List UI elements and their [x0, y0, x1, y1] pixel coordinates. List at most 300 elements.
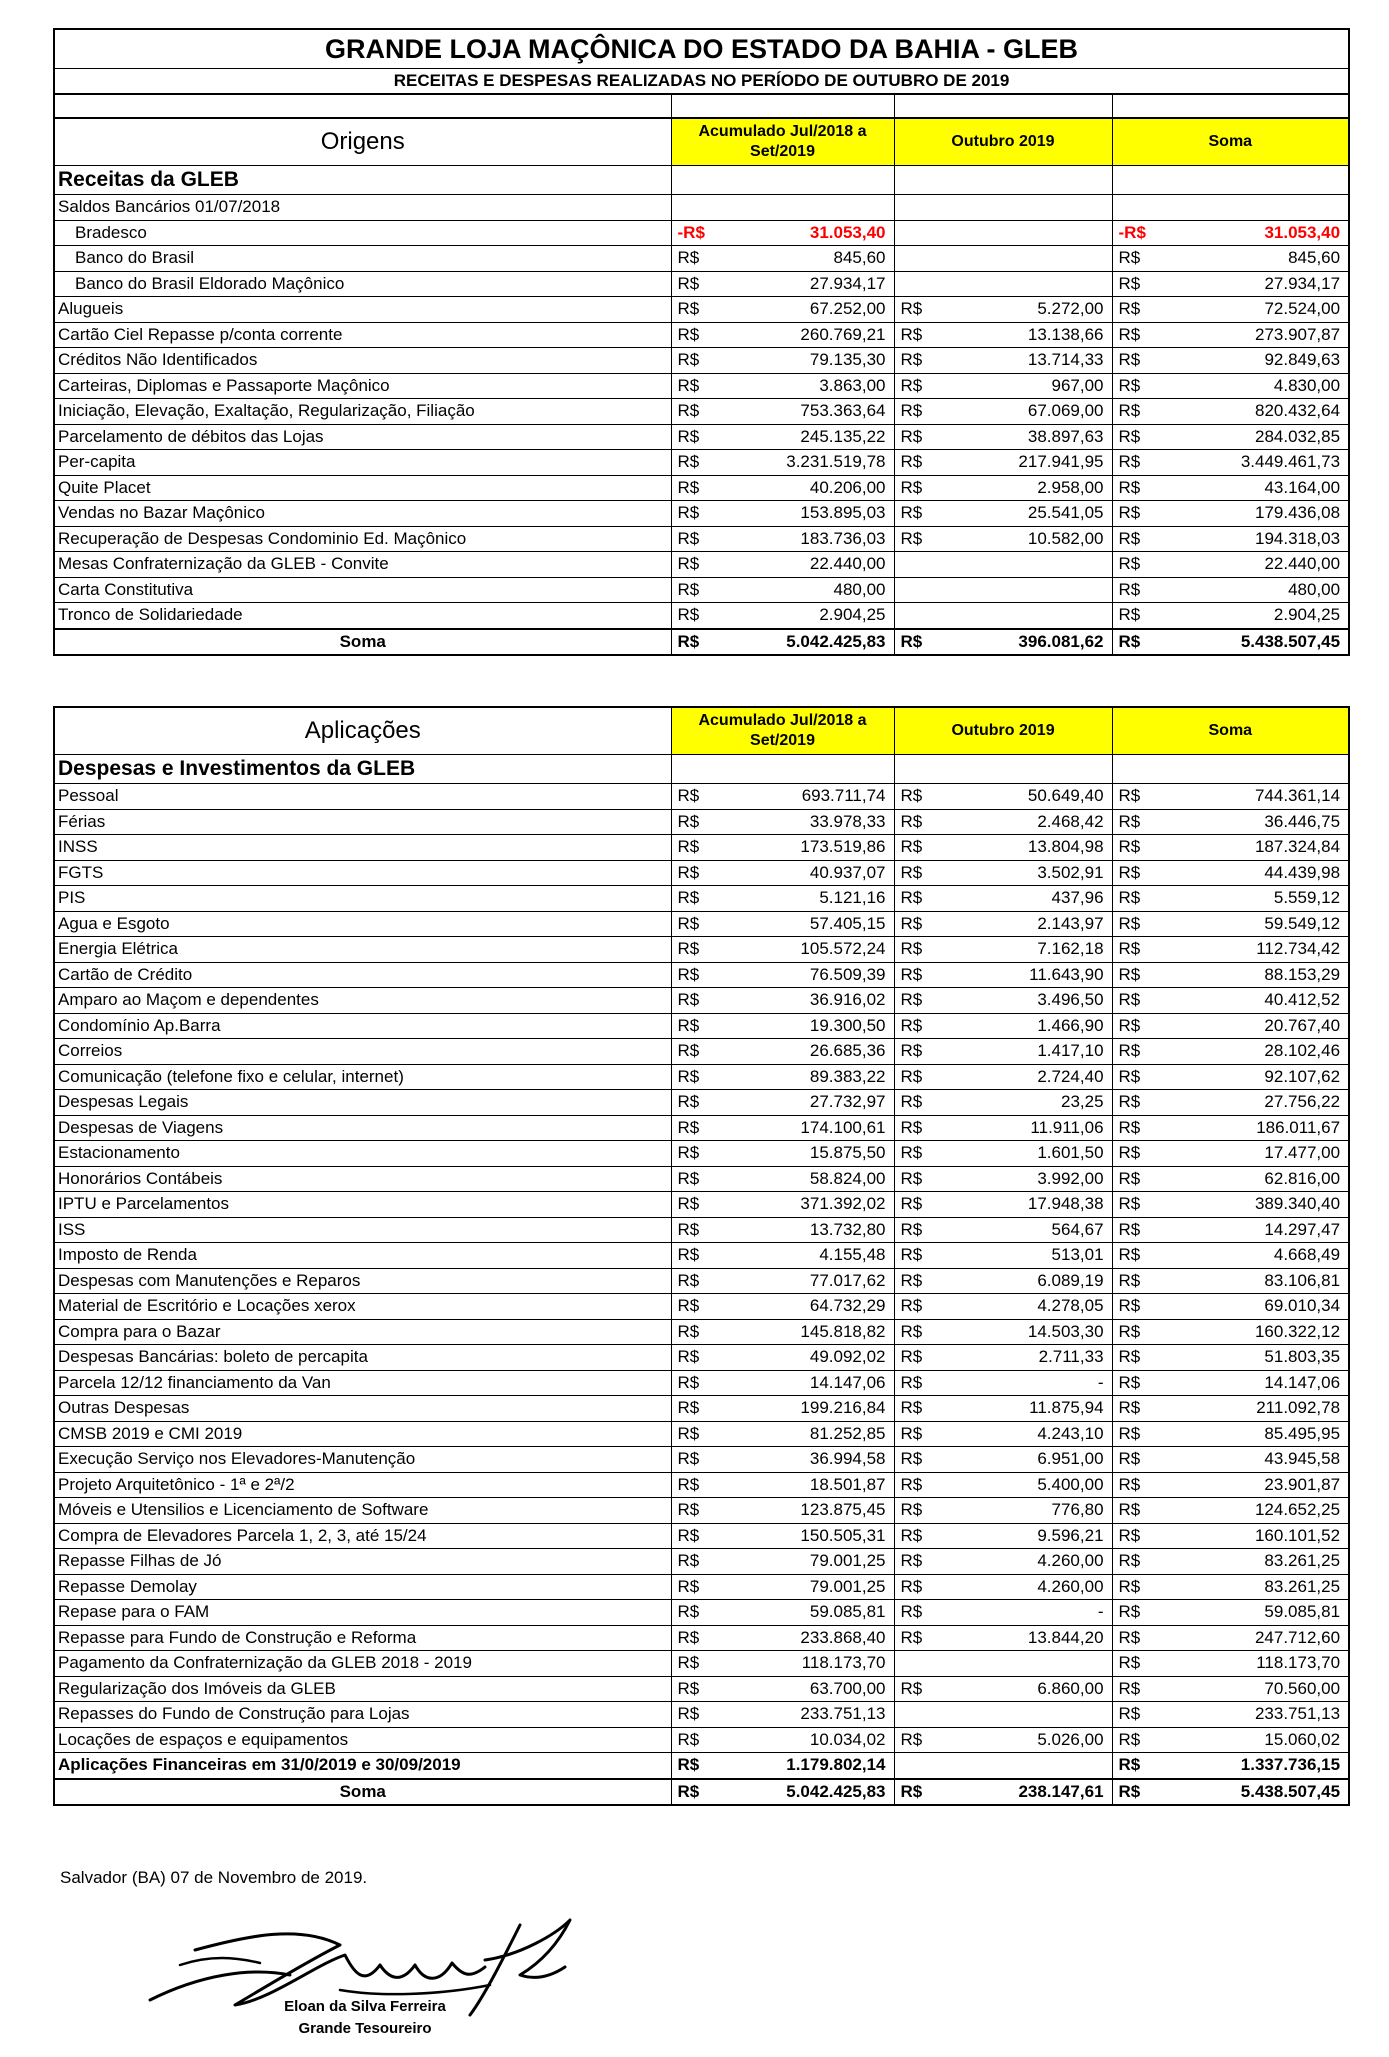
value-soma: 284.032,85	[1148, 424, 1349, 450]
value-acumulado: 14.147,06	[707, 1370, 894, 1396]
value-soma: 92.107,62	[1148, 1064, 1349, 1090]
value-acumulado: 79.135,30	[707, 348, 894, 374]
currency-cell: R$	[1112, 246, 1148, 272]
row-label: ISS	[54, 1217, 671, 1243]
signer-role: Grande Tesoureiro	[298, 2020, 432, 2037]
row-label: Recuperação de Despesas Condominio Ed. Maçônico	[54, 526, 671, 552]
value-outubro	[930, 552, 1112, 578]
row-label: FGTS	[54, 860, 671, 886]
currency-cell: R$	[671, 1625, 707, 1651]
row-label: Projeto Arquitetônico - 1ª e 2ª/2	[54, 1472, 671, 1498]
row-label: Compra para o Bazar	[54, 1319, 671, 1345]
currency-cell: R$	[894, 501, 930, 527]
value-outubro: 2.724,40	[930, 1064, 1112, 1090]
value-acumulado: 18.501,87	[707, 1472, 894, 1498]
currency-cell: R$	[1112, 1676, 1148, 1702]
currency-cell: R$	[1112, 1345, 1148, 1371]
currency-cell: R$	[671, 1523, 707, 1549]
currency-cell: R$	[1112, 1268, 1148, 1294]
currency-cell: R$	[1112, 348, 1148, 374]
currency-cell: R$	[894, 1243, 930, 1269]
row-label: Banco do Brasil	[54, 246, 671, 272]
row-label: Parcela 12/12 financiamento da Van	[54, 1370, 671, 1396]
table-row	[54, 220, 1349, 246]
table-row	[54, 373, 1349, 399]
currency-cell: R$	[1112, 373, 1148, 399]
value-soma: 62.816,00	[1148, 1166, 1349, 1192]
value-acumulado: 233.868,40	[707, 1625, 894, 1651]
value-soma: 160.101,52	[1148, 1523, 1349, 1549]
row-label: Iniciação, Elevação, Exaltação, Regularização, Filiação	[54, 399, 671, 425]
row-label: Condomínio Ap.Barra	[54, 1013, 671, 1039]
value-soma: 211.092,78	[1148, 1396, 1349, 1422]
value-acumulado: 753.363,64	[707, 399, 894, 425]
table-row	[54, 450, 1349, 476]
value-soma: 17.477,00	[1148, 1141, 1349, 1167]
total-label: Soma	[54, 629, 671, 656]
currency-cell: R$	[1112, 424, 1148, 450]
col-acumulado-header: Acumulado Jul/2018 a Set/2019	[671, 707, 894, 755]
despesas-total-row	[54, 1779, 1349, 1806]
table-row	[54, 937, 1349, 963]
row-label: PIS	[54, 886, 671, 912]
value-acumulado: 40.937,07	[707, 860, 894, 886]
currency-cell: R$	[1112, 1727, 1148, 1753]
row-label: Imposto de Renda	[54, 1243, 671, 1269]
page-title: GRANDE LOJA MAÇÔNICA DO ESTADO DA BAHIA - GLEB	[54, 29, 1349, 69]
value-soma: 51.803,35	[1148, 1345, 1349, 1371]
col-outubro-header: Outubro 2019	[894, 118, 1112, 166]
table-row	[54, 1192, 1349, 1218]
currency-cell: R$	[894, 988, 930, 1014]
currency-cell: R$	[671, 348, 707, 374]
currency-cell: R$	[671, 603, 707, 629]
currency-cell: R$	[671, 297, 707, 323]
currency-cell: R$	[1112, 1447, 1148, 1473]
table-row	[54, 1396, 1349, 1422]
table-row	[54, 1013, 1349, 1039]
value-acumulado: 183.736,03	[707, 526, 894, 552]
table-row	[54, 1574, 1349, 1600]
value-outubro: 11.875,94	[930, 1396, 1112, 1422]
currency-cell: R$	[671, 1447, 707, 1473]
row-label: Banco do Brasil Eldorado Maçônico	[54, 271, 671, 297]
value-soma: 744.361,14	[1148, 784, 1349, 810]
table-row	[54, 348, 1349, 374]
value-acumulado: 64.732,29	[707, 1294, 894, 1320]
currency-cell: R$	[671, 1779, 707, 1806]
value-acumulado: 371.392,02	[707, 1192, 894, 1218]
currency-cell: R$	[894, 424, 930, 450]
currency-cell: R$	[1112, 784, 1148, 810]
value-soma: 40.412,52	[1148, 988, 1349, 1014]
value-soma: 845,60	[1148, 246, 1349, 272]
currency-cell: R$	[894, 1039, 930, 1065]
currency-cell: R$	[1112, 886, 1148, 912]
row-label: Honorários Contábeis	[54, 1166, 671, 1192]
table-row	[54, 1319, 1349, 1345]
currency-cell: R$	[671, 246, 707, 272]
section-title-despesas: Despesas e Investimentos da GLEB	[54, 755, 671, 784]
table-row	[54, 1472, 1349, 1498]
currency-cell: R$	[671, 1702, 707, 1728]
currency-cell: R$	[894, 373, 930, 399]
currency-cell: R$	[894, 911, 930, 937]
table-row	[54, 1727, 1349, 1753]
value-soma: 112.734,42	[1148, 937, 1349, 963]
currency-cell: R$	[1112, 1753, 1148, 1779]
value-outubro: 17.948,38	[930, 1192, 1112, 1218]
currency-cell: R$	[671, 937, 707, 963]
currency-cell: R$	[1112, 1421, 1148, 1447]
currency-cell: R$	[1112, 860, 1148, 886]
currency-cell: R$	[671, 450, 707, 476]
table-row	[54, 835, 1349, 861]
table-row	[54, 1141, 1349, 1167]
currency-cell: R$	[894, 1345, 930, 1371]
currency-cell: R$	[671, 1549, 707, 1575]
value-acumulado: 118.173,70	[707, 1651, 894, 1677]
currency-cell: R$	[671, 835, 707, 861]
currency-cell: R$	[894, 1319, 930, 1345]
currency-cell: R$	[894, 1498, 930, 1524]
table-row	[54, 526, 1349, 552]
value-outubro	[930, 220, 1112, 246]
value-acumulado: 123.875,45	[707, 1498, 894, 1524]
table-row	[54, 784, 1349, 810]
currency-cell	[894, 271, 930, 297]
row-label: Regularização dos Imóveis da GLEB	[54, 1676, 671, 1702]
currency-cell: R$	[1112, 1651, 1148, 1677]
value-outubro: 4.260,00	[930, 1549, 1112, 1575]
table-row	[54, 1345, 1349, 1371]
value-outubro	[930, 1702, 1112, 1728]
value-outubro: 3.502,91	[930, 860, 1112, 886]
table-row	[54, 424, 1349, 450]
currency-cell: R$	[894, 1192, 930, 1218]
value-soma: 23.901,87	[1148, 1472, 1349, 1498]
value-acumulado: 2.904,25	[707, 603, 894, 629]
value-acumulado: 845,60	[707, 246, 894, 272]
table-row	[54, 1090, 1349, 1116]
value-acumulado: 10.034,02	[707, 1727, 894, 1753]
value-outubro: 6.089,19	[930, 1268, 1112, 1294]
row-label: Mesas Confraternização da GLEB - Convite	[54, 552, 671, 578]
currency-cell: R$	[894, 1472, 930, 1498]
row-label: Móveis e Utensilios e Licenciamento de Software	[54, 1498, 671, 1524]
table-row	[54, 297, 1349, 323]
table-row	[54, 501, 1349, 527]
currency-cell: R$	[894, 1574, 930, 1600]
row-label: Cartão de Crédito	[54, 962, 671, 988]
currency-cell: R$	[1112, 1013, 1148, 1039]
value-soma: 20.767,40	[1148, 1013, 1349, 1039]
signer-name: Eloan da Silva Ferreira	[284, 1998, 446, 2015]
receitas-rows	[54, 220, 1349, 629]
currency-cell: R$	[671, 1243, 707, 1269]
value-acumulado: 1.179.802,14	[707, 1753, 894, 1779]
despesas-rows	[54, 784, 1349, 1779]
currency-cell: R$	[894, 1549, 930, 1575]
value-outubro: 2.468,42	[930, 809, 1112, 835]
total-acumulado: 5.042.425,83	[707, 1779, 894, 1806]
currency-cell: R$	[1112, 1498, 1148, 1524]
currency-cell: R$	[1112, 1472, 1148, 1498]
currency-cell: R$	[1112, 911, 1148, 937]
value-acumulado: 4.155,48	[707, 1243, 894, 1269]
row-label: Tronco de Solidariedade	[54, 603, 671, 629]
currency-cell: R$	[1112, 271, 1148, 297]
currency-cell: R$	[671, 886, 707, 912]
row-label: Amparo ao Maçom e dependentes	[54, 988, 671, 1014]
currency-cell: R$	[671, 1115, 707, 1141]
value-outubro: 3.992,00	[930, 1166, 1112, 1192]
despesas-table	[53, 706, 1350, 1806]
currency-cell: R$	[1112, 1217, 1148, 1243]
currency-cell: R$	[894, 322, 930, 348]
currency-cell: R$	[894, 1217, 930, 1243]
row-label: Parcelamento de débitos das Lojas	[54, 424, 671, 450]
table-row	[54, 1166, 1349, 1192]
value-soma: 4.668,49	[1148, 1243, 1349, 1269]
row-label: Per-capita	[54, 450, 671, 476]
currency-cell: R$	[1112, 1192, 1148, 1218]
value-acumulado: 3.231.519,78	[707, 450, 894, 476]
currency-cell: R$	[894, 1447, 930, 1473]
value-outubro: 2.143,97	[930, 911, 1112, 937]
value-soma: 194.318,03	[1148, 526, 1349, 552]
table-row	[54, 1523, 1349, 1549]
table-row	[54, 1421, 1349, 1447]
value-acumulado: 76.509,39	[707, 962, 894, 988]
currency-cell: R$	[671, 552, 707, 578]
currency-cell: R$	[894, 784, 930, 810]
row-label: Execução Serviço nos Elevadores-Manutenção	[54, 1447, 671, 1473]
currency-cell: R$	[671, 1192, 707, 1218]
currency-cell: R$	[1112, 962, 1148, 988]
currency-cell: R$	[894, 962, 930, 988]
table-row	[54, 1268, 1349, 1294]
value-outubro: -	[930, 1600, 1112, 1626]
currency-cell: R$	[671, 501, 707, 527]
table-row	[54, 1243, 1349, 1269]
table-row	[54, 1294, 1349, 1320]
value-acumulado: 36.994,58	[707, 1447, 894, 1473]
value-soma: 92.849,63	[1148, 348, 1349, 374]
table-row	[54, 399, 1349, 425]
value-outubro: 1.601,50	[930, 1141, 1112, 1167]
value-outubro: 11.911,06	[930, 1115, 1112, 1141]
currency-cell: R$	[1112, 1370, 1148, 1396]
value-soma: 72.524,00	[1148, 297, 1349, 323]
value-acumulado: 49.092,02	[707, 1345, 894, 1371]
value-outubro: 6.951,00	[930, 1447, 1112, 1473]
value-outubro	[930, 603, 1112, 629]
value-outubro: 5.400,00	[930, 1472, 1112, 1498]
value-acumulado: 3.863,00	[707, 373, 894, 399]
row-label: Aplicações Financeiras em 31/0/2019 e 30/09/2019	[54, 1753, 671, 1779]
value-outubro	[930, 1753, 1112, 1779]
table-row	[54, 962, 1349, 988]
table-row	[54, 246, 1349, 272]
value-soma: 31.053,40	[1148, 220, 1349, 246]
row-label: Alugueis	[54, 297, 671, 323]
currency-cell: R$	[894, 1523, 930, 1549]
currency-cell: R$	[894, 937, 930, 963]
value-outubro: 1.417,10	[930, 1039, 1112, 1065]
value-acumulado: 480,00	[707, 577, 894, 603]
currency-cell: R$	[671, 1600, 707, 1626]
value-soma: 83.106,81	[1148, 1268, 1349, 1294]
currency-cell: R$	[671, 1753, 707, 1779]
value-outubro: 217.941,95	[930, 450, 1112, 476]
value-outubro: 4.243,10	[930, 1421, 1112, 1447]
value-outubro	[930, 1651, 1112, 1677]
row-label: Outras Despesas	[54, 1396, 671, 1422]
currency-cell: R$	[894, 1676, 930, 1702]
value-acumulado: 77.017,62	[707, 1268, 894, 1294]
value-acumulado: 173.519,86	[707, 835, 894, 861]
value-outubro	[930, 271, 1112, 297]
value-acumulado: 79.001,25	[707, 1574, 894, 1600]
currency-cell: R$	[894, 348, 930, 374]
table-row	[54, 1702, 1349, 1728]
currency-cell: R$	[1112, 297, 1148, 323]
total-soma: 5.438.507,45	[1148, 629, 1349, 656]
table-row	[54, 1600, 1349, 1626]
row-label: Despesas de Viagens	[54, 1115, 671, 1141]
currency-cell: R$	[1112, 1549, 1148, 1575]
col-soma-header: Soma	[1112, 118, 1349, 166]
currency-cell: R$	[1112, 937, 1148, 963]
value-soma: 83.261,25	[1148, 1574, 1349, 1600]
value-acumulado: 63.700,00	[707, 1676, 894, 1702]
value-outubro: 50.649,40	[930, 784, 1112, 810]
value-soma: 44.439,98	[1148, 860, 1349, 886]
value-soma: 14.147,06	[1148, 1370, 1349, 1396]
value-acumulado: 57.405,15	[707, 911, 894, 937]
currency-cell: R$	[671, 1651, 707, 1677]
currency-cell: R$	[1112, 399, 1148, 425]
value-acumulado: 22.440,00	[707, 552, 894, 578]
currency-cell: -R$	[1112, 220, 1148, 246]
currency-cell: R$	[894, 1115, 930, 1141]
value-soma: 5.559,12	[1148, 886, 1349, 912]
currency-cell: R$	[1112, 1319, 1148, 1345]
table-row	[54, 322, 1349, 348]
row-label: Energia Elétrica	[54, 937, 671, 963]
value-acumulado: 145.818,82	[707, 1319, 894, 1345]
total-outubro: 396.081,62	[930, 629, 1112, 656]
value-outubro: 13.714,33	[930, 348, 1112, 374]
col-soma-header: Soma	[1112, 707, 1349, 755]
table-row	[54, 1498, 1349, 1524]
value-soma: 43.945,58	[1148, 1447, 1349, 1473]
currency-cell: R$	[1112, 1574, 1148, 1600]
place-date: Salvador (BA) 07 de Novembro de 2019.	[60, 1868, 368, 1887]
currency-cell: R$	[894, 1396, 930, 1422]
currency-cell: R$	[1112, 1090, 1148, 1116]
value-outubro: 11.643,90	[930, 962, 1112, 988]
currency-cell: R$	[894, 860, 930, 886]
receitas-table	[53, 28, 1350, 656]
currency-cell: R$	[894, 1625, 930, 1651]
currency-cell: R$	[671, 1498, 707, 1524]
value-outubro: 10.582,00	[930, 526, 1112, 552]
row-label: Repasse Demolay	[54, 1574, 671, 1600]
table-row	[54, 1039, 1349, 1065]
currency-cell: R$	[671, 1090, 707, 1116]
col-acumulado-header: Acumulado Jul/2018 a Set/2019	[671, 118, 894, 166]
row-label: Cartão Ciel Repasse p/conta corrente	[54, 322, 671, 348]
value-acumulado: 233.751,13	[707, 1702, 894, 1728]
row-label: Repasse para Fundo de Construção e Reforma	[54, 1625, 671, 1651]
currency-cell: R$	[894, 1294, 930, 1320]
value-outubro: 7.162,18	[930, 937, 1112, 963]
currency-cell: R$	[894, 399, 930, 425]
currency-cell: R$	[1112, 501, 1148, 527]
receitas-sheet	[53, 28, 1348, 656]
currency-cell	[894, 246, 930, 272]
row-label: Repasse Filhas de Jó	[54, 1549, 671, 1575]
value-soma: 70.560,00	[1148, 1676, 1349, 1702]
value-outubro	[930, 577, 1112, 603]
row-label: Locações de espaços e equipamentos	[54, 1727, 671, 1753]
value-outubro: 564,67	[930, 1217, 1112, 1243]
currency-cell: R$	[671, 271, 707, 297]
currency-cell: R$	[1112, 629, 1148, 656]
value-acumulado: 150.505,31	[707, 1523, 894, 1549]
value-soma: 2.904,25	[1148, 603, 1349, 629]
currency-cell: R$	[1112, 1243, 1148, 1269]
currency-cell: R$	[1112, 1294, 1148, 1320]
value-soma: 27.756,22	[1148, 1090, 1349, 1116]
value-acumulado: 174.100,61	[707, 1115, 894, 1141]
value-soma: 187.324,84	[1148, 835, 1349, 861]
currency-cell: R$	[671, 1217, 707, 1243]
value-outubro: 38.897,63	[930, 424, 1112, 450]
value-outubro: 776,80	[930, 1498, 1112, 1524]
currency-cell: R$	[671, 1421, 707, 1447]
value-acumulado: 13.732,80	[707, 1217, 894, 1243]
value-acumulado: 19.300,50	[707, 1013, 894, 1039]
row-label: Repasses do Fundo de Construção para Lojas	[54, 1702, 671, 1728]
value-outubro: 14.503,30	[930, 1319, 1112, 1345]
currency-cell	[894, 220, 930, 246]
value-outubro: 5.272,00	[930, 297, 1112, 323]
row-label: Despesas Bancárias: boleto de percapita	[54, 1345, 671, 1371]
value-soma: 820.432,64	[1148, 399, 1349, 425]
currency-cell: R$	[1112, 988, 1148, 1014]
value-acumulado: 58.824,00	[707, 1166, 894, 1192]
currency-cell: R$	[671, 1727, 707, 1753]
value-soma: 186.011,67	[1148, 1115, 1349, 1141]
row-label: Material de Escritório e Locações xerox	[54, 1294, 671, 1320]
currency-cell: R$	[1112, 577, 1148, 603]
row-label: Pessoal	[54, 784, 671, 810]
currency-cell: R$	[671, 424, 707, 450]
currency-cell: R$	[1112, 322, 1148, 348]
currency-cell: R$	[1112, 552, 1148, 578]
currency-cell: R$	[1112, 1039, 1148, 1065]
value-soma: 3.449.461,73	[1148, 450, 1349, 476]
currency-cell: R$	[894, 629, 930, 656]
value-outubro: 67.069,00	[930, 399, 1112, 425]
despesas-sheet	[53, 706, 1348, 1806]
value-outubro: 13.844,20	[930, 1625, 1112, 1651]
currency-cell: R$	[671, 475, 707, 501]
aplicacoes-header: Aplicações	[54, 707, 671, 755]
